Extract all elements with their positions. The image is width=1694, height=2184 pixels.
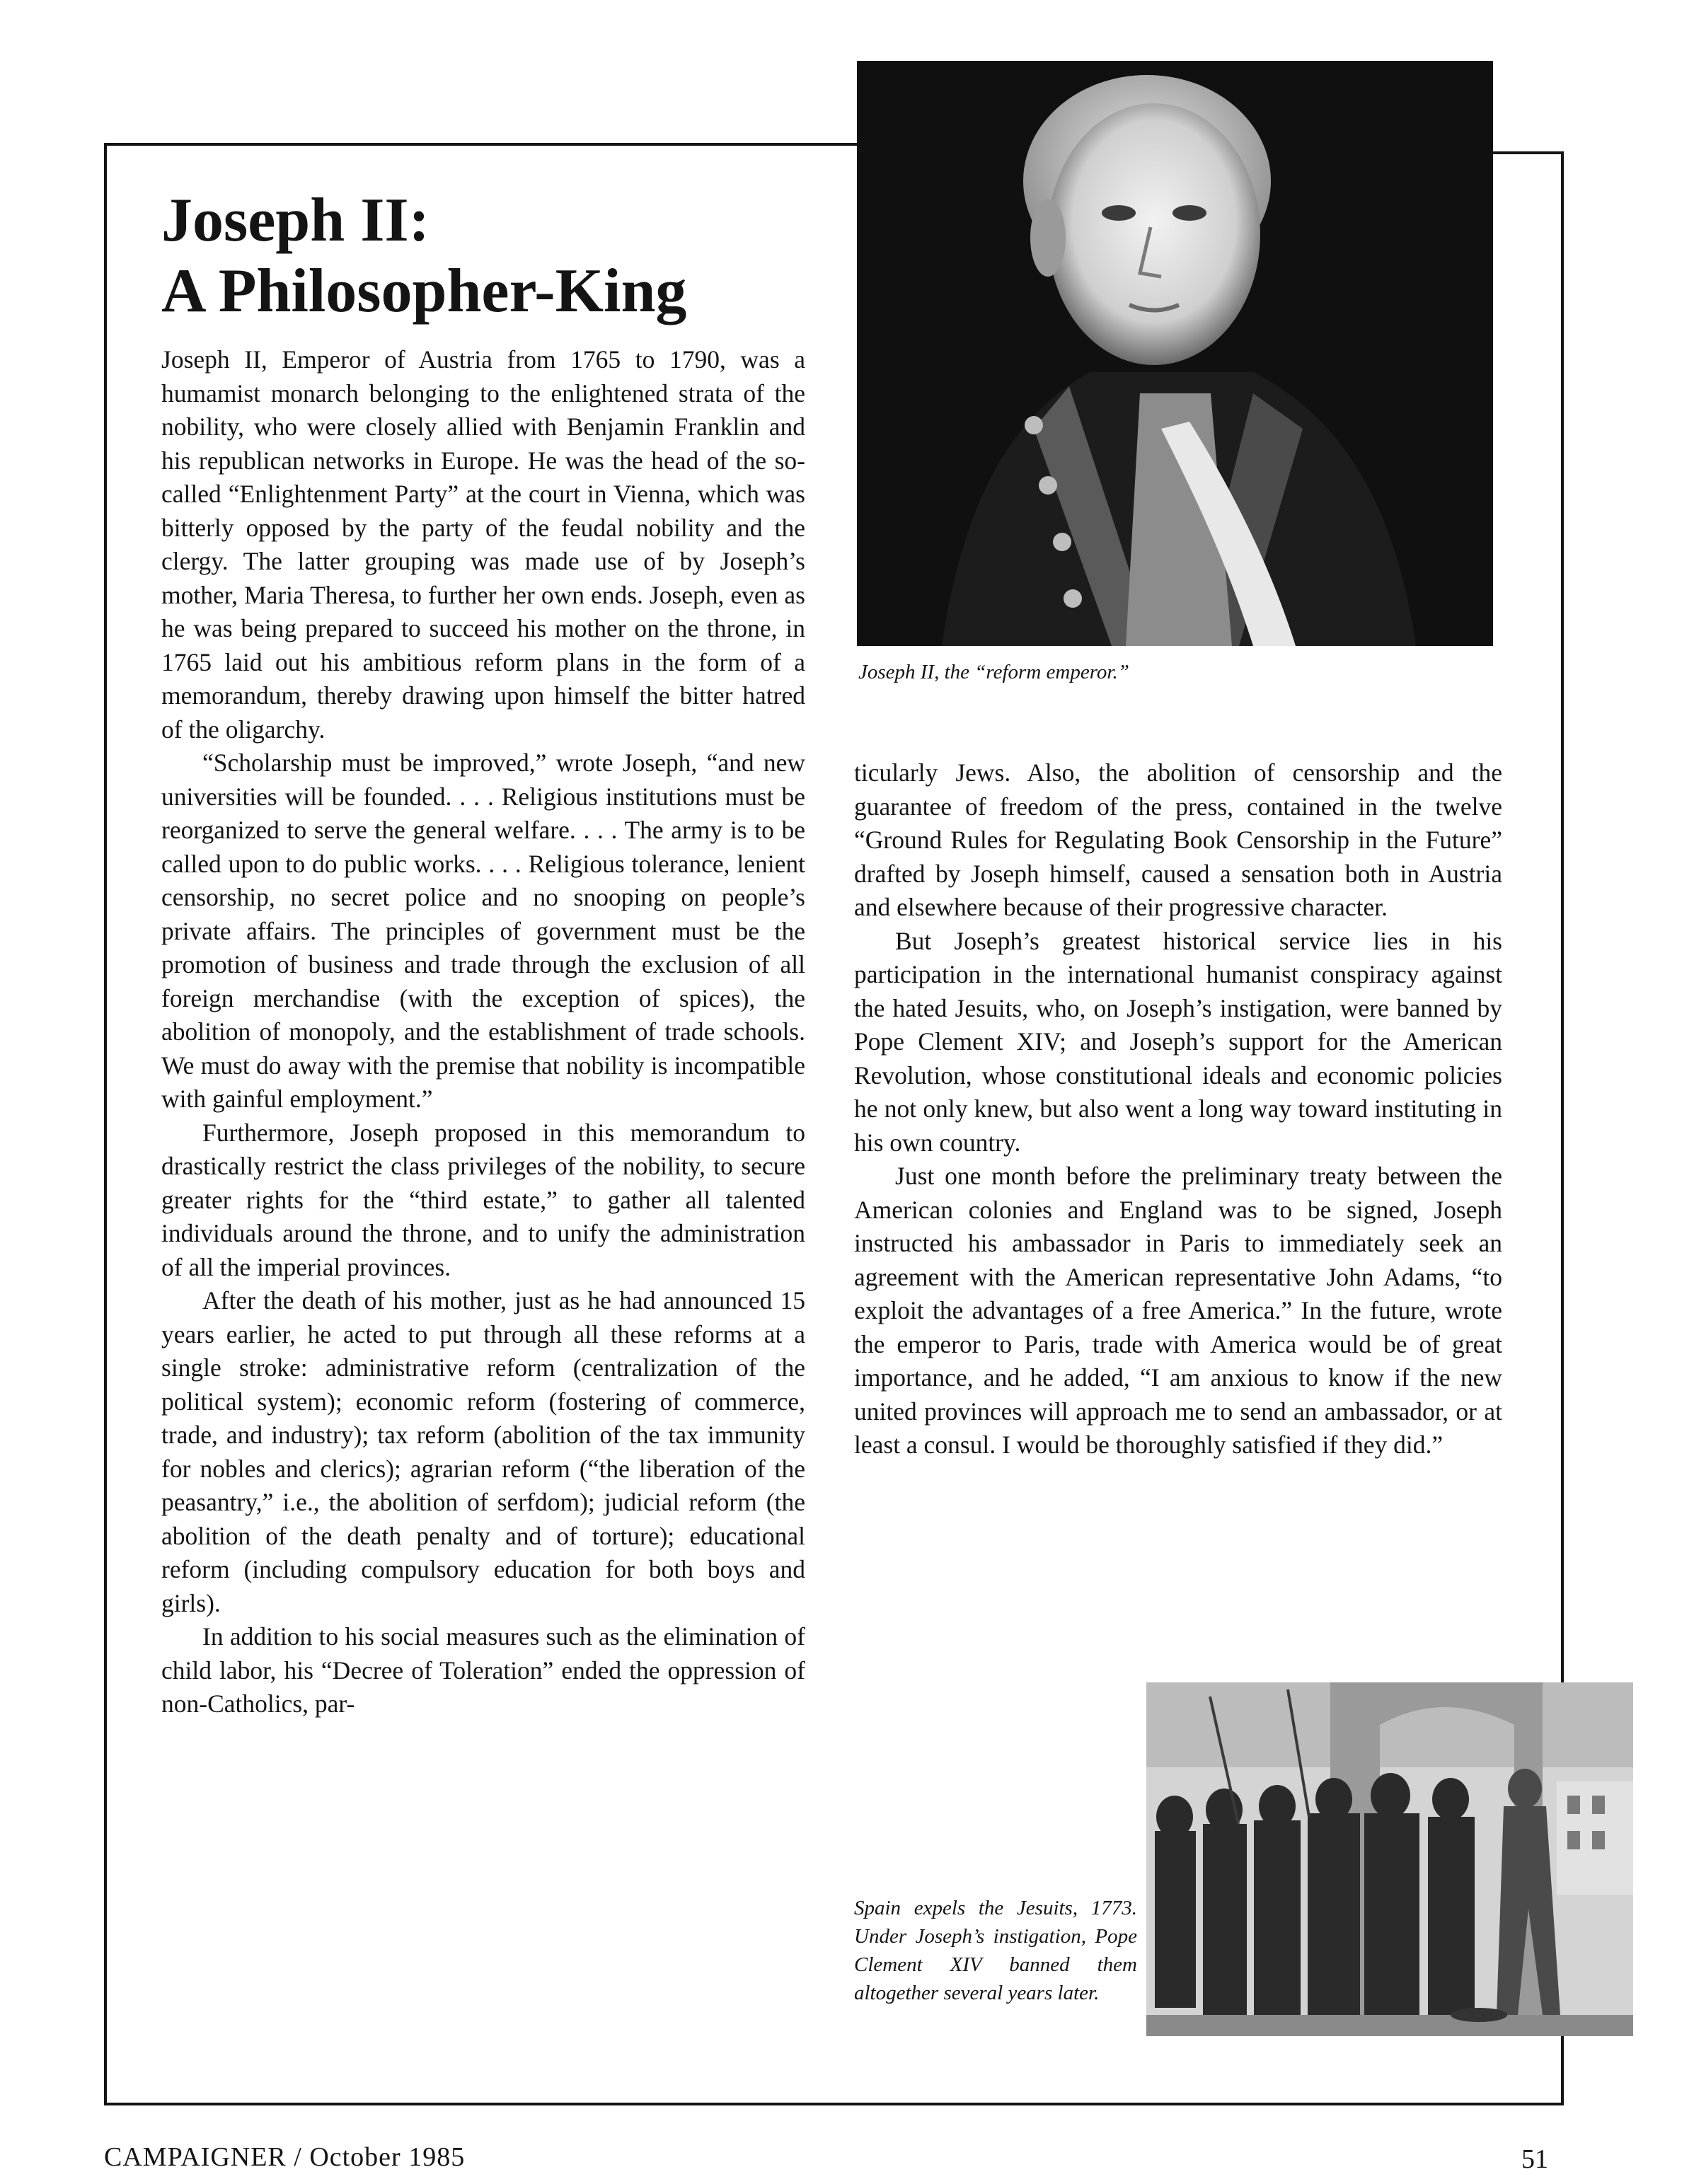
portrait-caption: Joseph II, the “reform emperor.” (858, 661, 1129, 683)
page-number: 51 (1521, 2144, 1548, 2174)
frame-rule-bottom (104, 2103, 1564, 2105)
title-line-1: Joseph II: (161, 186, 430, 255)
article-column-left (161, 343, 805, 1721)
paragraph: Joseph II, Emperor of Austria from 1765 to 1790, was a humamist monarch belonging to the enlightened strata of the nobility, who were closely allied with Benjamin Franklin and his republican networks in Europe. He was the head of the so-called “Enlightenment Party” at the court in Vienna, which was bitterly opposed by the party of the feudal nobility and the clergy. The latter grouping was made use of by Joseph’s mother, Maria Theresa, to further her own ends. Joseph, even as he was being prepared to succeed his mother on the throne, in 1765 laid out his ambitious reform plans in the form of a memorandum, thereby drawing upon himself the bitter hatred of the oligarchy. (161, 345, 805, 744)
frame-rule-top (105, 143, 870, 146)
portrait-image (857, 61, 1493, 646)
article-column-right (854, 756, 1502, 1462)
article-title (161, 185, 798, 327)
paragraph: “Scholarship must be improved,” wrote Joseph, “and new universities will be founded. . . . Religious institutions must be reorganized to serve the general welfare. . . . The army is to be called upon to do public works. . . . Religious tolerance, lenient censorship, no secret police and no snooping on people’s private affairs. The principles of government must be the promotion of business and trade through the exclusion of all foreign merchandise (with the exception of spices), the abolition of monopoly, and the establishment of trade schools. We must do away with the premise that nobility is incompatible with gainful employment.” (161, 749, 805, 1113)
paragraph: In addition to his social measures such as the elimination of child labor, his “Decree of Toleration” ended the oppression of non-Catholics, par- (161, 1622, 805, 1718)
paragraph: After the death of his mother, just as he had announced 15 years earlier, he acted to put through all these reforms at a single stroke: administrative reform (centralization of the political system); economic reform (fostering of commerce, trade, and industry); tax reform (abolition of the tax immunity for nobles and clerics); agrarian reform (“the liberation of the peasantry,” i.e., the abolition of serfdom); judicial reform (the abolition of the death penalty and of torture); educational reform (including compulsory education for both boys and girls). (161, 1286, 805, 1617)
frame-rule-top-right (1486, 151, 1562, 154)
jesuits-engraving-image (1146, 1682, 1633, 2036)
paragraph: ticularly Jews. Also, the abolition of censorship and the guarantee of freedom of the press, contained in the twelve “Ground Rules for Regulating Book Censorship in the Future” drafted by Joseph himself, caused a sensation both in Austria and elsewhere because of their progressive character. (854, 758, 1502, 921)
paragraph: Furthermore, Joseph proposed in this memorandum to drastically restrict the class privileges of the nobility, to secure greater rights for the “third estate,” to gather all talented individuals around the throne, and to unify the administration of all the imperial provinces. (161, 1118, 805, 1281)
frame-rule-left (104, 143, 107, 2105)
title-line-2: A Philosopher-King (161, 257, 687, 325)
engraving-caption: Spain expels the Jesuits, 1773. Under Joseph’s instigation, Pope Clement XIV banned them altogether several years later. (854, 1897, 1137, 2004)
publication-footer: CAMPAIGNER / October 1985 (104, 2142, 466, 2172)
paragraph: Just one month before the preliminary treaty between the American colonies and England was to be signed, Joseph instructed his ambassador in Paris to immediately seek an agreement with the American representative John Adams, “to exploit the advantages of a free America.” In the future, wrote the emperor to Paris, trade with America would be of great importance, and he added, “I am anxious to know if the new united provinces will approach me to send an ambassador, or at least a consul. I would be thoroughly satisfied if they did.” (854, 1162, 1502, 1459)
paragraph: But Joseph’s greatest historical service lies in his participation in the international humanist conspiracy against the hated Jesuits, who, on Joseph’s instigation, were banned by Pope Clement XIV; and Joseph’s support for the American Revolution, whose constitutional ideals and economic policies he not only knew, but also went a long way toward instituting in his own country. (854, 926, 1502, 1157)
